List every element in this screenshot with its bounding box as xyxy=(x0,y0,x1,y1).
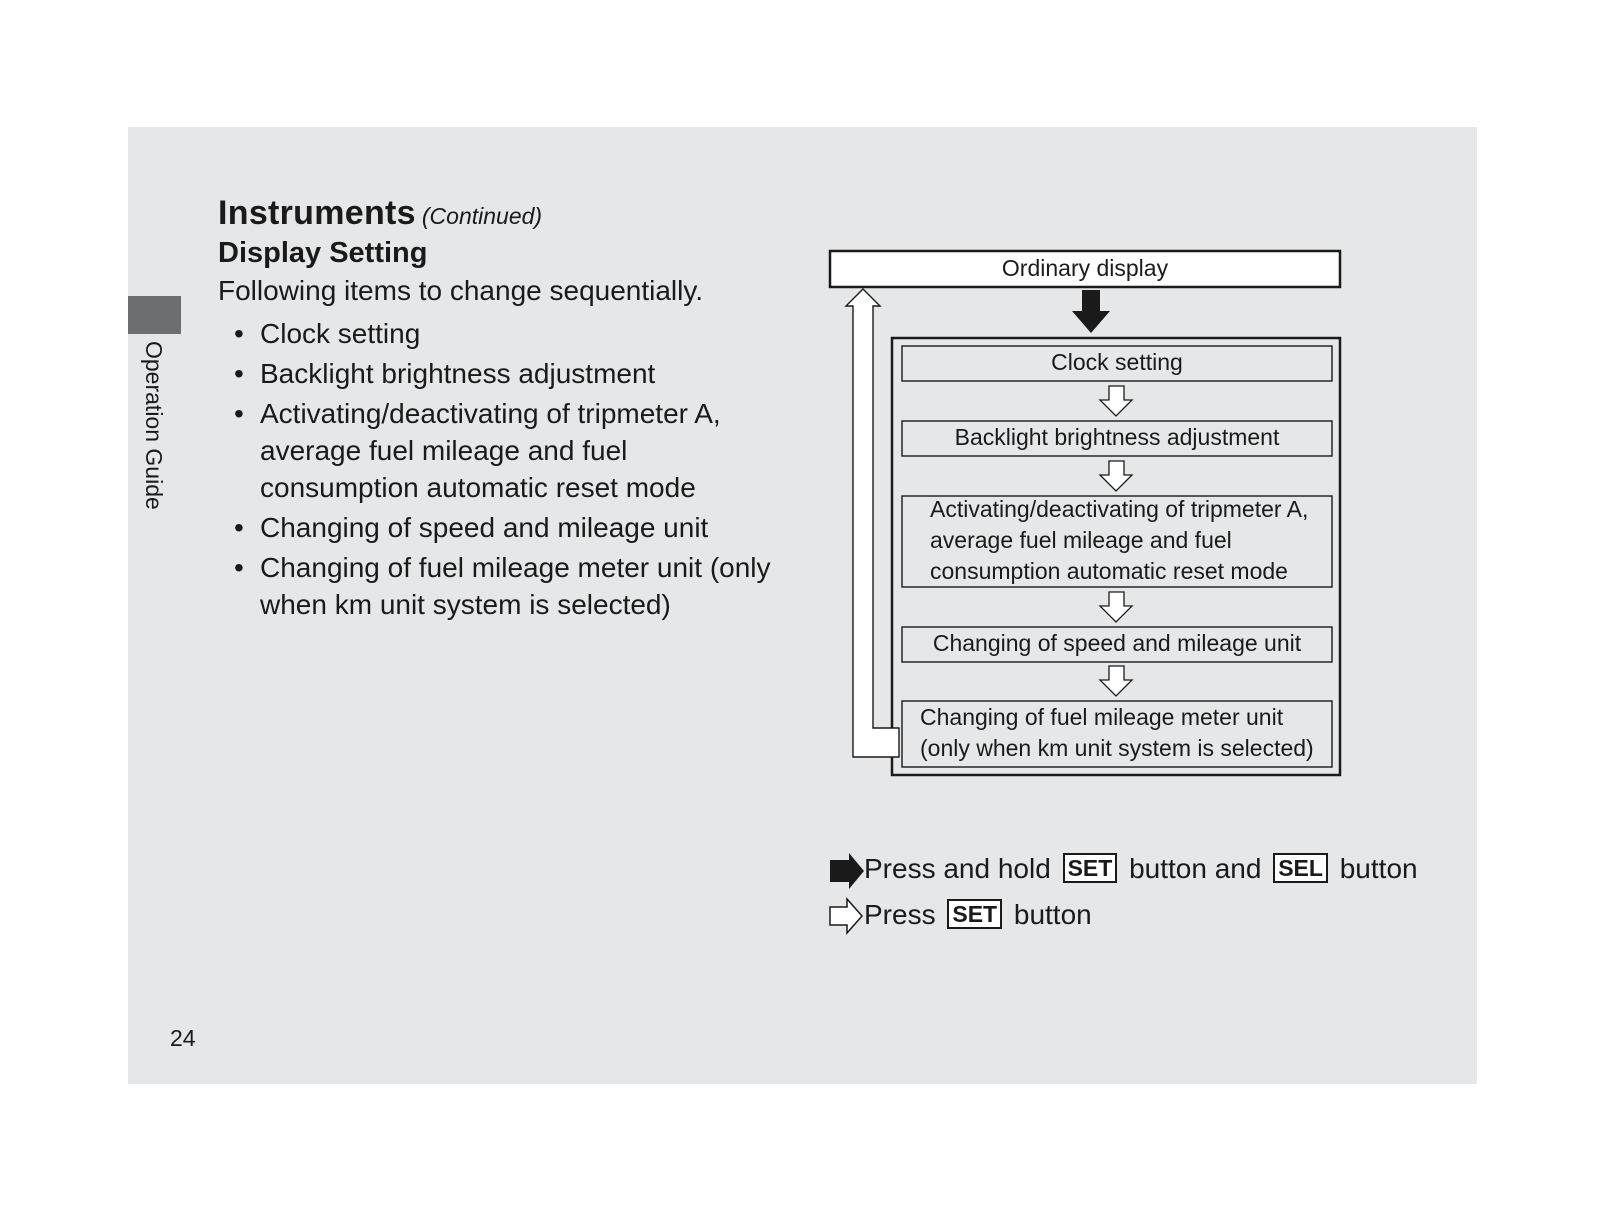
title-text: Instruments xyxy=(218,194,416,232)
set-key-badge: SET xyxy=(947,899,1002,929)
section-tab-label: Operation Guide xyxy=(141,341,167,510)
step-label-backlight: Backlight brightness adjustment xyxy=(954,424,1280,450)
step-label-fuel-unit-line2: (only when km unit system is selected) xyxy=(920,735,1314,761)
page-number: 24 xyxy=(170,1025,196,1051)
bullet-dot-icon: • xyxy=(234,512,244,543)
intro-text: Following items to change sequentially. xyxy=(218,275,704,306)
hold-arrow-down-icon xyxy=(1072,290,1110,333)
step-label-fuel-unit-line1: Changing of fuel mileage meter unit xyxy=(920,704,1284,730)
legend-hold: Press and hold SET button and SEL button xyxy=(864,853,1418,884)
sel-key-badge: SEL xyxy=(1273,853,1328,883)
bullet-dot-icon: • xyxy=(234,318,244,349)
set-key-badge: SET xyxy=(1063,853,1118,883)
step-label-tripmeter-line1: Activating/deactivating of tripmeter A, xyxy=(930,496,1309,522)
legend-press-arrow-icon xyxy=(830,899,862,933)
press-arrow-down-icon xyxy=(1100,461,1132,491)
bullet-item: • Clock setting xyxy=(218,315,778,352)
press-arrow-down-icon xyxy=(1100,666,1132,696)
step-label-tripmeter-line3: consumption automatic reset mode xyxy=(930,558,1288,584)
bullet-dot-icon: • xyxy=(234,552,244,583)
bullet-item: • Backlight brightness adjustment xyxy=(218,355,778,392)
bullet-dot-icon: • xyxy=(234,358,244,389)
ordinary-display-label: Ordinary display xyxy=(1001,255,1169,281)
bullet-item: • Activating/deactivating of tripmeter A, average fuel mileage and fuel consumption automatic reset mode xyxy=(218,395,778,506)
step-label-speed-unit: Changing of speed and mileage unit xyxy=(932,630,1302,656)
press-arrow-down-icon xyxy=(1100,386,1132,416)
step-label-tripmeter-line2: average fuel mileage and fuel xyxy=(930,527,1232,553)
bullet-item: • Changing of speed and mileage unit xyxy=(218,509,778,546)
bullet-item: • Changing of fuel mileage meter unit (only when km unit system is selected) xyxy=(218,549,778,623)
step-label-clock: Clock setting xyxy=(1051,349,1183,375)
bullet-dot-icon: • xyxy=(234,398,244,429)
press-arrow-down-icon xyxy=(1100,592,1132,622)
legend-press: Press SET button xyxy=(864,899,1092,930)
title-continued: (Continued) xyxy=(421,203,543,229)
section-subtitle: Display Setting xyxy=(218,237,428,269)
legend-hold-arrow-icon xyxy=(830,853,864,889)
